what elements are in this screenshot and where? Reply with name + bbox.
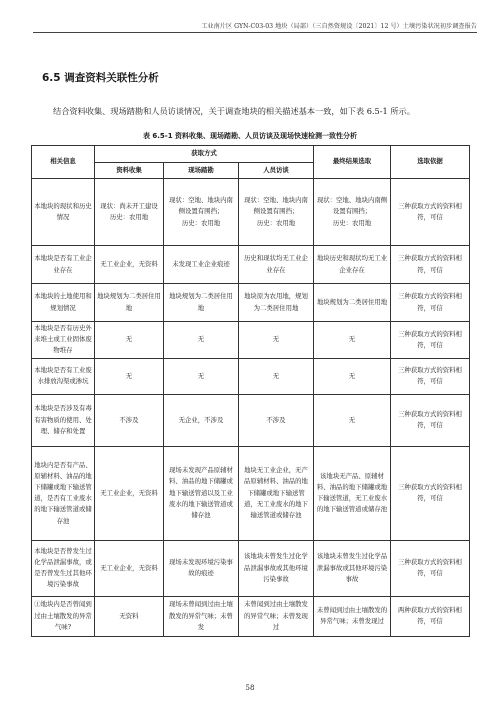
intro-paragraph: 结合资料收集、现场踏勘和人员访谈情况，关于调查地块的相关描述基本一致，如下表 6.5-1 所示。 xyxy=(53,106,415,116)
table-row xyxy=(32,358,470,394)
row-basis-cell: 三种获取方式的资料相符，可信 xyxy=(391,358,470,394)
table-row xyxy=(32,322,470,359)
row-info-cell: 本地块是否涉及有毒有害物质的使用、处理、储存和处置 xyxy=(32,394,95,446)
header-method-group: 获取方式 xyxy=(95,146,314,163)
row-basis-cell: 两种获取方式的资料相符，可信 xyxy=(391,596,470,636)
row-interview-cell: 未曾闻到过由土壤散发的异常气味；未曾发现过 xyxy=(239,596,314,636)
table-row xyxy=(32,394,470,446)
row-collection-cell: 不涉及 xyxy=(95,394,164,446)
consistency-table xyxy=(31,145,470,637)
row-final-cell: 无 xyxy=(314,358,391,394)
page-number: 58 xyxy=(245,684,255,692)
row-final-cell: 地块历史和现状均无工业企业存在 xyxy=(314,246,391,284)
row-basis-cell: 三种获取方式的资料相符，可信 xyxy=(391,446,470,540)
row-final-cell: 该地块无产品、原辅材料、油品的地下储罐或地下输送管道，无工业废水的地下输送管道或储存池 xyxy=(314,446,391,540)
row-basis-cell: 三种获取方式的资料相符，可信 xyxy=(391,540,470,596)
row-basis-cell: 三种获取方式的资料相符，可信 xyxy=(391,394,470,446)
table-body xyxy=(32,179,470,637)
table-row xyxy=(32,596,470,636)
row-survey-cell: 无 xyxy=(164,322,239,359)
header-collection: 资料收集 xyxy=(95,163,164,179)
table-row xyxy=(32,446,470,540)
row-collection-cell: 现状：尚未开工建设 历史：农用地 xyxy=(95,179,164,246)
running-header: 工业南片区 GYN-C03-03 地块（局部）（三自然资规设〔2021〕12 号）土壤污染状况初步调查报告 xyxy=(201,23,477,30)
table-caption: 表 6.5-1 资料收集、现场踏勘、人员访谈及现场快速检测一致性分析 xyxy=(142,132,358,140)
row-survey-cell: 地块规划为二类居住用地 xyxy=(164,284,239,322)
table-row xyxy=(32,284,470,322)
row-info-cell: 本地块的现状和历史情况 xyxy=(32,179,95,246)
row-info-cell: 本地块的土地使用和规划情况 xyxy=(32,284,95,322)
table-row xyxy=(32,246,470,284)
header-final: 最终结果选取 xyxy=(314,146,391,179)
row-survey-cell: 现场未发现产品原辅材料、油品的地下储罐或地下输送管道以及工业废水的地下输送管道或储存池 xyxy=(164,446,239,540)
row-interview-cell: 历史和现状均无工业企业存在 xyxy=(239,246,314,284)
row-info-cell: 本地块是否有工业废水排放沟渠或渗坑 xyxy=(32,358,95,394)
row-collection-cell: 无工业企业，无资料 xyxy=(95,540,164,596)
row-interview-cell: 地块原为农用地，规划为二类居住用地 xyxy=(239,284,314,322)
row-interview-cell: 现状：空地、地块内南侧设置有围挡； 历史：农用地 xyxy=(239,179,314,246)
row-info-cell: 本地块是否有工业企业存在 xyxy=(32,246,95,284)
header-basis: 选取依据 xyxy=(391,146,470,179)
row-info-cell: 地块内是否有产品、原辅材料、油品的地下储罐或地下输送管道，是否有工业废水的地下输送管道或储存池 xyxy=(32,446,95,540)
row-survey-cell: 现场未曾闻到过由土壤散发的异常气味；未曾发 xyxy=(164,596,239,636)
row-interview-cell: 地块无工业企业，无产品原辅材料、油品的地下储罐或地下输送管道，无工业废水的地下输送管道或储存池 xyxy=(239,446,314,540)
row-final-cell: 无 xyxy=(314,322,391,359)
row-info-cell: 本地块是否有历史外来堆土或工业固体废物堆存 xyxy=(32,322,95,359)
row-info-cell: ①地块内是否曾闻到过由土壤散发的异常气味? xyxy=(32,596,95,636)
row-final-cell: 地块规划为二类居住用地 xyxy=(314,284,391,322)
table-row xyxy=(32,179,470,246)
row-collection-cell: 无工业企业，无资料 xyxy=(95,446,164,540)
row-interview-cell: 无 xyxy=(239,358,314,394)
header-rule xyxy=(33,32,477,33)
row-collection-cell: 无工业企业，无资料 xyxy=(95,246,164,284)
header-survey: 现场踏勘 xyxy=(164,163,239,179)
header-interview: 人员访谈 xyxy=(239,163,314,179)
row-collection-cell: 无 xyxy=(95,358,164,394)
row-collection-cell: 地块规划为二类居住用地 xyxy=(95,284,164,322)
section-title: 6.5 调查资料关联性分析 xyxy=(42,72,159,84)
row-basis-cell: 三种获取方式的资料相符，可信 xyxy=(391,284,470,322)
row-survey-cell: 未发现工业企业痕迹 xyxy=(164,246,239,284)
row-survey-cell: 无 xyxy=(164,358,239,394)
row-survey-cell: 现状：空地、地块内南侧设置有围挡； 历史：农用地 xyxy=(164,179,239,246)
row-info-cell: 本地块是否曾发生过化学品泄漏事故，或是否曾发生过其他环境污染事故 xyxy=(32,540,95,596)
row-survey-cell: 现场未发现环境污染事故的痕迹 xyxy=(164,540,239,596)
row-basis-cell: 三种获取方式的资料相符，可信 xyxy=(391,179,470,246)
row-interview-cell: 该地块未曾发生过化学品泄漏事故或其他环境污染事故 xyxy=(239,540,314,596)
row-final-cell: 该地块未曾发生过化学品泄漏事故或其他环境污染事故 xyxy=(314,540,391,596)
row-final-cell: 无 xyxy=(314,394,391,446)
row-survey-cell: 无企业，不涉及 xyxy=(164,394,239,446)
row-interview-cell: 不涉及 xyxy=(239,394,314,446)
row-basis-cell: 三种获取方式的资料相符，可信 xyxy=(391,246,470,284)
row-basis-cell: 三种获取方式的资料相符，可信 xyxy=(391,322,470,359)
row-final-cell: 现状：空地、地块内南侧设置有围挡； 历史：农用地 xyxy=(314,179,391,246)
row-collection-cell: 无 xyxy=(95,322,164,359)
row-interview-cell: 无 xyxy=(239,322,314,359)
row-collection-cell: 无资料 xyxy=(95,596,164,636)
row-final-cell: 未曾闻到过由土壤散发的异常气味；未曾发现过 xyxy=(314,596,391,636)
header-info: 相关信息 xyxy=(32,146,95,179)
table-row xyxy=(32,540,470,596)
